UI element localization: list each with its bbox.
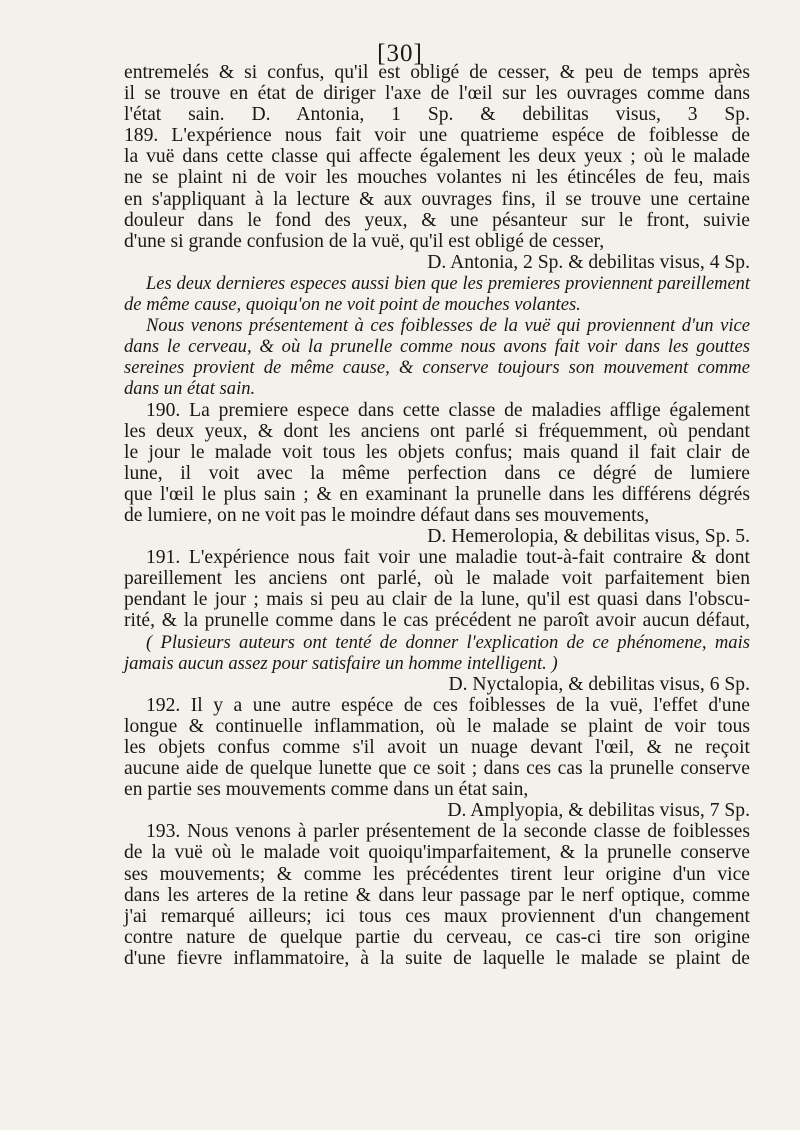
text-line: Nous venons présentement à ces foiblesses de la vuë qui proviennent d'un vice: [146, 315, 750, 337]
text-line: il se trouve en état de diriger l'axe de l'œil sur les ouvrages comme dans: [124, 83, 750, 105]
text-line: contre nature de quelque partie du cerveau, ce cas-ci tire son origine: [124, 926, 750, 948]
text-line: jamais aucun assez pour satisfaire un homme intelligent. ): [124, 652, 558, 674]
text-line: pareillement les anciens ont parlé, où le malade voit parfaitement bien: [124, 568, 750, 590]
text-line: les deux yeux, & dont les anciens ont parlé si fréquemment, où pendant: [124, 420, 750, 442]
text-line: 190. La premiere espece dans cette classe de maladies afflige également: [146, 399, 750, 421]
text-line: 193. Nous venons à parler présentement de la seconde classe de foiblesses: [146, 821, 750, 843]
text-line: d'une fievre inflammatoire, à la suite de laquelle le malade se plaint de: [124, 947, 750, 969]
text-line: 189. L'expérience nous fait voir une quatrieme espéce de foiblesse de: [124, 125, 750, 147]
text-line: aucune aide de quelque lunette que ce soit ; dans ces cas la prunelle conserve: [124, 758, 750, 780]
text-line: dans les arteres de la retine & dans leur passage par le nerf optique, comme: [124, 884, 750, 906]
text-line: ses mouvements; & comme les précédentes tirent leur origine d'un vice: [124, 863, 750, 885]
text-line: les objets confus comme s'il avoit un nuage devant l'œil, & ne reçoit: [124, 737, 750, 758]
text-line: ( Plusieurs auteurs ont tenté de donner l'explication de ce phénomene, mais: [146, 631, 750, 653]
text-line: lune, il voit avec la même perfection dans ce dégré de lumiere: [124, 462, 750, 484]
text-line: douleur dans le fond des yeux, & une pésanteur sur le front, suivie: [124, 209, 750, 231]
text-line: D. Antonia, 2 Sp. & debilitas visus, 4 Sp.: [427, 251, 750, 273]
text-line: la vuë dans cette classe qui affecte également les deux yeux ; où le malade: [124, 146, 750, 168]
text-line: de lumiere, on ne voit pas le moindre défaut dans ses mouvements,: [124, 504, 650, 526]
text-line: ne se plaint ni de voir les mouches volantes ni les étincéles de feu, mais: [124, 167, 750, 189]
text-line: 192. Il y a une autre espéce de ces foiblesses de la vuë, l'effet d'une: [146, 694, 750, 716]
text-line: Les deux dernieres especes aussi bien que les premieres proviennent pareillement: [146, 272, 750, 293]
text-line: en s'appliquant à la lecture & aux ouvrages fins, il se trouve une certaine: [124, 188, 750, 210]
text-line: D. Nyctalopia, & debilitas visus, 6 Sp.: [448, 673, 750, 695]
text-line: l'état sain. D. Antonia, 1 Sp. & debilitas visus, 3 Sp.: [124, 104, 750, 126]
text-line: pendant le jour ; mais si peu au clair de la lune, qu'il est quasi dans l'obscu-: [124, 589, 750, 611]
text-line: d'une si grande confusion de la vuë, qu'il est obligé de cesser,: [124, 230, 605, 252]
text-line: que l'œil le plus sain ; & en examinant la prunelle dans les différens dégrés: [124, 483, 750, 505]
text-line: 191. L'expérience nous fait voir une maladie tout-à-fait contraire & dont: [146, 547, 750, 569]
text-line: dans un état sain.: [124, 378, 256, 400]
text-line: D. Amplyopia, & debilitas visus, 7 Sp.: [447, 800, 750, 822]
page-text: [124, 62, 750, 969]
text-line: sereines provient de même cause, & conserve toujours son mouvement comme: [124, 357, 750, 379]
page-number: [30]: [377, 40, 423, 67]
text-line: le jour le malade voit tous les objets confus; mais quand il fait clair de: [124, 441, 750, 463]
text-line: dans le cerveau, & où la prunelle comme nous avons fait voir dans les gouttes: [124, 336, 750, 358]
text-line: rité, & la prunelle comme dans le cas précédent ne paroît avoir aucun défaut,: [124, 610, 750, 632]
text-line: de la vuë où le malade voit quoiqu'imparfaitement, & la prunelle conserve: [124, 842, 750, 864]
text-line: de même cause, quoiqu'on ne voit point de mouches volantes.: [124, 294, 581, 316]
text-line: en partie ses mouvements comme dans un état sain,: [124, 779, 529, 801]
text-line: j'ai remarqué ailleurs; ici tous ces maux proviennent d'un changement: [124, 905, 750, 927]
text-line: longue & continuelle inflammation, où le malade se plaint de voir tous: [124, 715, 750, 737]
text-line: entremelés & si confus, qu'il est obligé de cesser, & peu de temps après: [124, 62, 750, 83]
text-line: D. Hemerolopia, & debilitas visus, Sp. 5.: [427, 526, 750, 548]
